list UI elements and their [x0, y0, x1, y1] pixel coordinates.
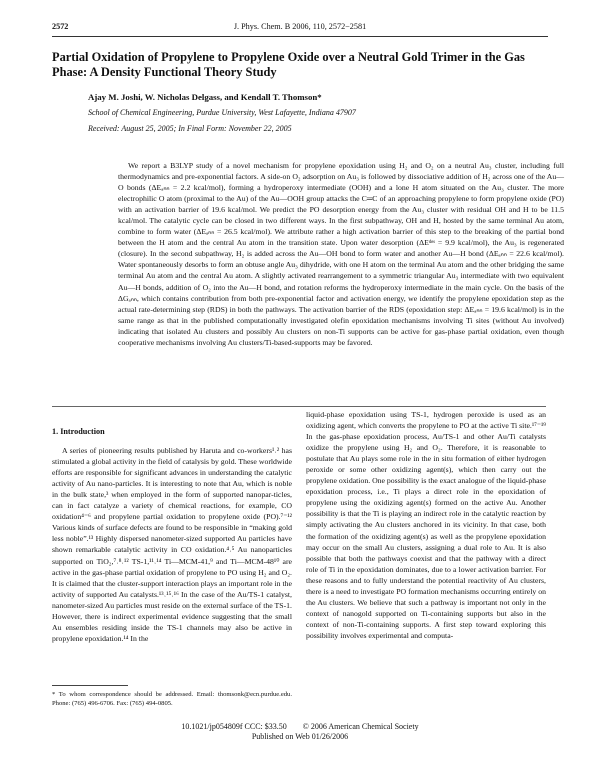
left-column	[52, 426, 292, 644]
published-date: Published on Web 01/26/2006	[251, 732, 349, 741]
received-dates: Received: August 25, 2005; In Final Form: November 22, 2005	[88, 124, 292, 133]
author-list: Ajay M. Joshi, W. Nicholas Delgass, and Kendall T. Thomson*	[88, 92, 322, 102]
journal-reference: J. Phys. Chem. B 2006, 110, 2572−2581	[233, 22, 367, 31]
intro-paragraph-1: A series of pioneering results published by Haruta and co-workers¹˒² has stimulated a global activity in the field of catalysis by gold. These worldwide efforts are responsible for significant advances in understanding the catalytic activity of Au nano-particles. It is interesting to note that Au, which is noble in the bulk state,³ when employed in the form of supported nanopar-ticles, can in fact catalyze a variety of chemical reactions, for example, CO oxidation⁴⁻⁶ and propylene partial oxidation to propylene oxide (PO).⁷⁻¹² Various kinds of surface defects are found to be responsible in “making gold less noble”.¹³ Highly dispersed nanometer-sized supported Au particles have shown remarkable catalytic activity in CO oxidation.⁴˒⁵ Au nanoparticles supported on TiO₂,⁷˒⁸˒¹² TS-1,¹¹˒¹⁴ Ti—MCM-41,⁹ and Ti—MCM-48¹⁰ are active in the gas-phase partial oxidation of propylene to PO using H₂ and O₂. It is claimed that the cluster-support interaction plays an important role in the activity of supported Au catalysts.¹³˒¹⁵˒¹⁶ In the case of the Au/TS-1 catalyst, nanometer-sized Au particles must reside on the external surface of the TS-1. However, there is indirect experimental evidence suggesting that the small Au ensembles residing inside the TS-1 channels may also be active in propylene epoxidation.¹⁴ In the	[52, 446, 292, 643]
correspondence-footnote: * To whom correspondence should be addressed. Email: thomsonk@ecn.purdue.edu. Phone: (765) 496-6706. Fax: (765) 494-0805.	[52, 691, 292, 707]
article-title: Partial Oxidation of Propylene to Propylene Oxide over a Neutral Gold Trimer in the Gas Phase: A Density Functional Theory Study	[52, 50, 525, 79]
page-number: 2572	[52, 22, 69, 31]
copyright: © 2006 American Chemical Society	[302, 722, 419, 731]
affiliation: School of Chemical Engineering, Purdue University, West Lafayette, Indiana 47907	[88, 108, 356, 117]
intro-paragraph-2: liquid-phase epoxidation using TS-1, hydrogen peroxide is used as an oxidizing agent, which converts the propylene to PO at the active Ti site.¹⁷⁻¹⁹ In the gas-phase epoxidation process, Au/TS-1 and other Au/Ti catalysts oxidize the propylene using H₂ and O₂. Therefore, it is reasonable to postulate that Au plays some role in the in situ formation of either hydrogen peroxide or some other oxidizing agent(s), which then carry out the propylene oxidation. One possibility is the exact analogue of the liquid-phase epoxidation process, i.e., Ti plays a direct role in the epoxidation of propylene using the oxidizing agent(s) formed on the active Au. Another possibility is that the Ti is playing an indirect role in the catalytic reaction by simply activating the Au clusters anchored in its vicinity. In that case, both the formation of the oxidizing agent(s) as well as the propylene epoxidation may occur on the small Au clusters, assigning a dual role to Au. It is also possible that both the pathways coexist and that the pathway with a direct role of Ti in the epoxidation dominates, due to a lower activation barrier. For these reasons and to fully understand the potential reactivity of Au clusters, there is a need to investigate PO formation mechanisms occurring entirely on the Au clusters. We believe that such a pathway is important not only in the context of nanogold supported on Ti-containing supports but also in the context of non-Ti-containing supports. A first step toward exploring this possibility involves experimental and computa-	[306, 410, 546, 640]
section-heading-introduction: 1. Introduction	[52, 427, 105, 436]
right-column	[306, 409, 546, 641]
footnote-rule	[52, 685, 128, 686]
page-footer	[0, 722, 600, 742]
running-header	[52, 22, 548, 34]
abstract-rule	[52, 406, 546, 407]
header-rule	[52, 36, 548, 37]
abstract: We report a B3LYP study of a novel mechanism for propylene epoxidation using H₂ and O₂ on a neutral Au₃ cluster, including full thermodynamics and pre-exponential factors. A side-on O₂ adsorption on Au₃ is followed by dissociative addition of H₂ across one of the Au—O bonds (ΔEₐₙₙ = 2.2 kcal/mol), forming a hydroperoxy intermediate (OOH) and a lone H atom situated on the Au₃ cluster. The more electrophilic O atom (proximal to the Au) of the Au—OOH group attacks the C═C of an approaching propylene to form propylene oxide (PO) with an activation barrier of 19.6 kcal/mol. We predict the PO desorption energy from the Au₃ cluster with residual OH and H to be 11.5 kcal/mol. The catalytic cycle can be closed in two different ways. In the first subpathway, OH and H, hosted by the same terminal Au atom, combine to form water (ΔEₐₙₙ = 26.5 kcal/mol). We attribute rather a high activation barrier of this step to the breaking of the partial bond between the H atom and the central Au atom in the transition state. Upon water desorption (ΔEᵈᵉˢ = 9.9 kcal/mol), the Au₃ is regenerated (closure). In the second subpathway, H₂ is added across the Au—OH bond to form water and another Au—H bond (ΔEₐₙₙ = 22.6 kcal/mol). Water spontaneously desorbs to form an obtuse angle Au₃ dihydride, with one H atom on the terminal Au atom and the other bridging the same terminal Au atom and the central Au atom. A slightly activated rearrangement to a symmetric triangular Au₃ intermediate with two equivalent Au—H bonds, addition of O₂ into the Au—H bond, and rotation reforms the hydroperoxy intermediate in the main cycle. On the basis of the ΔGₐₙₙ, which contains contribution from both pre-exponential factor and activation energy, we identify the propylene epoxidation step as the actual rate-determining step (RDS) in both the pathways. The activation barrier of the RDS (epoxidation step: ΔEₐₙₙ = 19.6 kcal/mol) is in the same range as that in the published computationally investigated olefin epoxidation mechanisms involving Ti sites (without Au involved) indicating that isolated Au clusters and possibly Au clusters on non-Ti supports can be active for gas-phase partial oxidation, even though cooperative mechanisms involving Au clusters/Ti-based-supports may be favored.	[118, 161, 564, 347]
doi-price: 10.1021/jp054809f CCC: $33.50	[181, 722, 287, 731]
